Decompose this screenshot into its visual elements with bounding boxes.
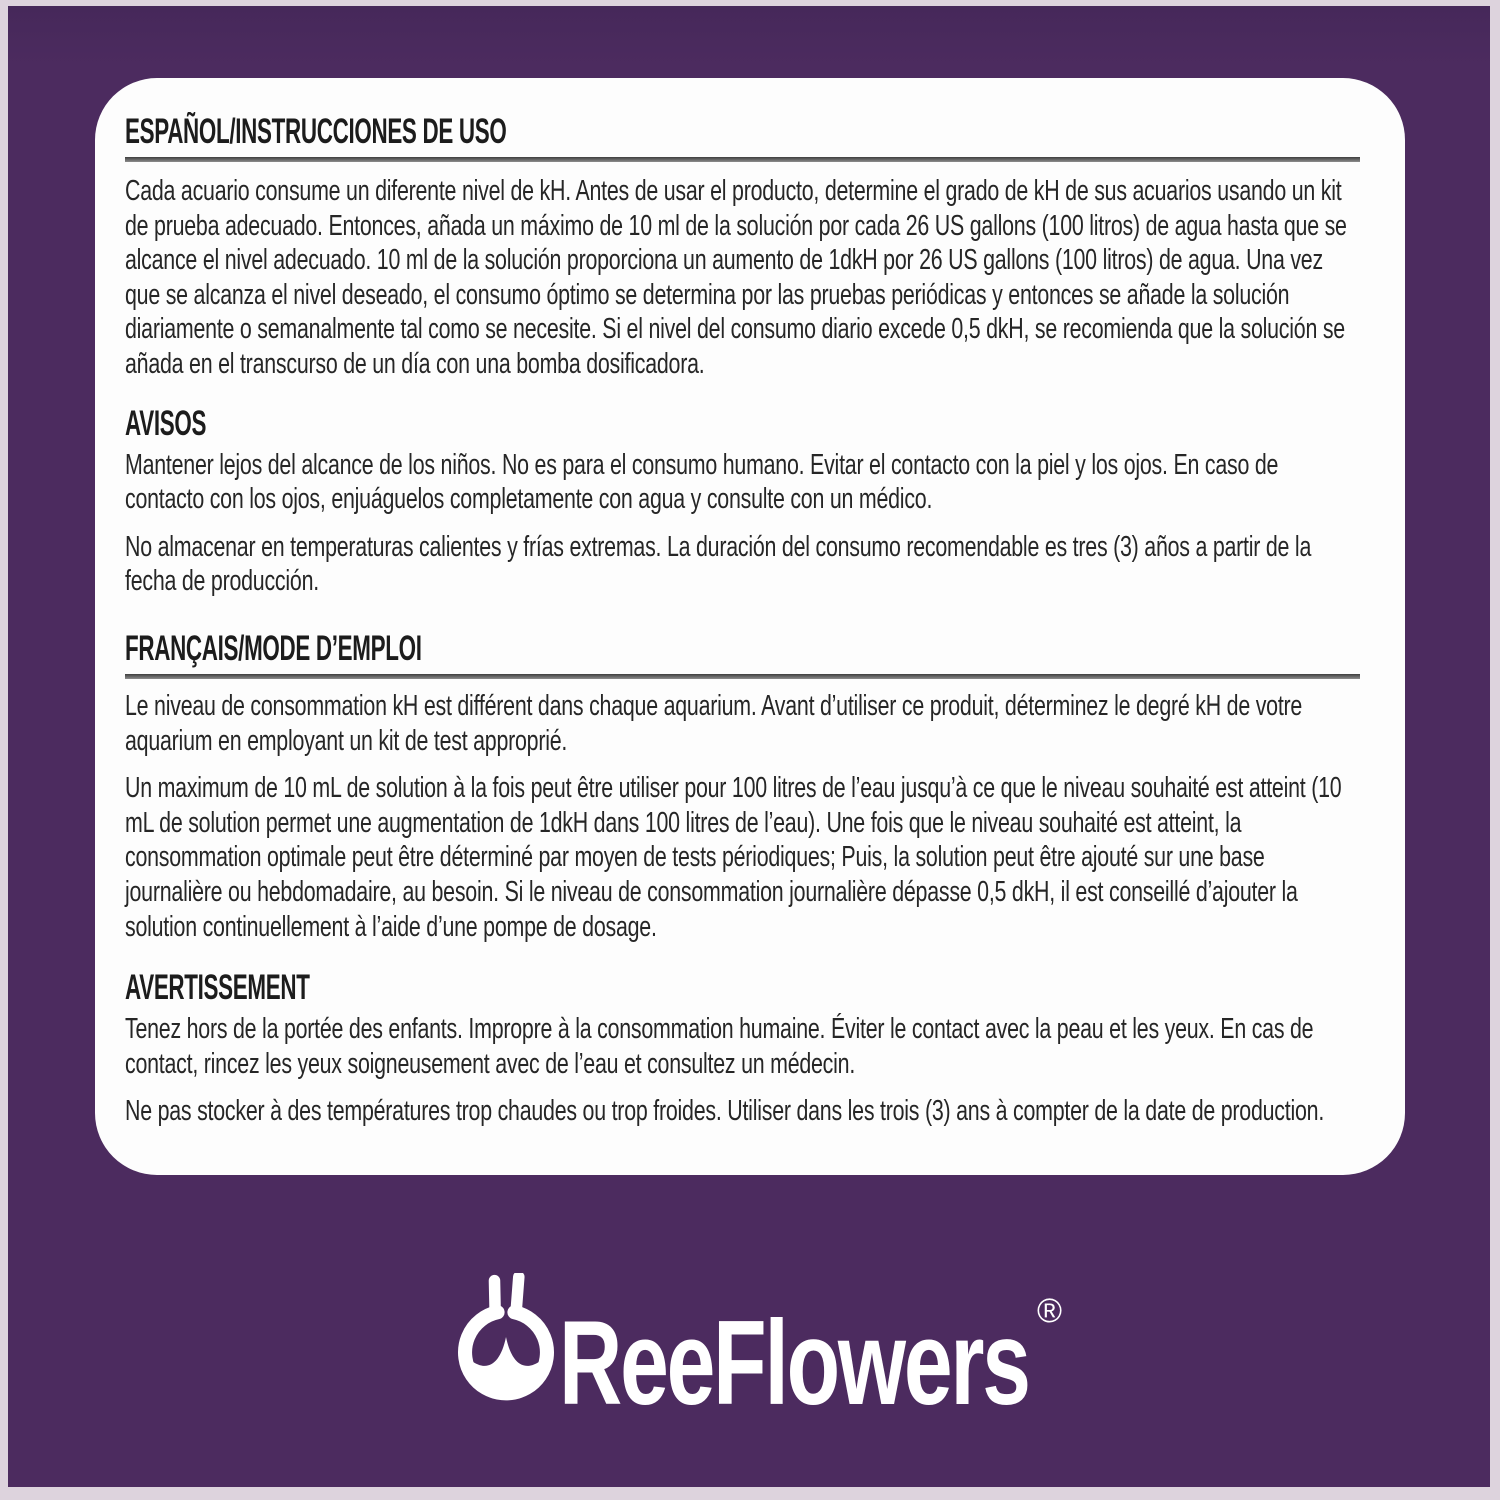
heading-rule	[125, 674, 1360, 679]
section-french-warnings	[125, 970, 1360, 1129]
french-warnings-paragraph-2: Ne pas stocker à des températures trop chaudes ou trop froides. Utiliser dans les trois (3) ans à compter de la date de production.	[125, 1095, 1325, 1128]
reeflowers-flask-icon	[442, 1273, 570, 1401]
brand-logo	[409, 1266, 1089, 1430]
spanish-warnings-paragraph-1: Mantener lejos del alcance de los niños. No es para el consumo humano. Evitar el contacto con la piel y los ojos. En caso de contacto con los ojos, enjuáguelos completamente con agua y consulte con un médico.	[125, 448, 1279, 516]
french-warnings-paragraph-1: Tenez hors de la portée des enfants. Impropre à la consommation humaine. Éviter le contact avec la peau et les yeux. En cas de contact, rincez les yeux soigneusement avec de l’eau et consultez un médecin.	[125, 1013, 1314, 1080]
spanish-warnings-heading: AVISOS	[125, 403, 207, 443]
section-heading-row	[125, 970, 1360, 1006]
french-warnings-heading: AVERTISSEMENT	[125, 968, 310, 1008]
section-spanish-instructions	[125, 114, 1360, 382]
spanish-instructions-paragraph: Cada acuario consume un diferente nivel de kH. Antes de usar el producto, determine el grado de kH de sus acuarios usando un kit de prueba adecuado. Entonces, añada un máximo de 10 ml de la solución por cada 26 US gallons (100 litros) de agua hasta que se alcance el nivel adecuado. 10 ml de la solución proporciona un aumento de 1dkH por 26 US gallons (100 litros) de agua. Una vez que se alcanza el nivel deseado, el consumo óptimo se determina por las pruebas periódicas y entonces se añade la solución diariamente o semanalmente tal como se necesite. Si el nivel del consumo diario excede 0,5 dkH, se recomienda que la solución se añada en el transcurso de un día con una bomba dosificadora.	[125, 175, 1347, 380]
heading-rule	[125, 157, 1360, 162]
section-heading-row	[125, 403, 1360, 443]
french-instructions-paragraph-2: Un maximum de 10 mL de solution à la fois peut être utiliser pour 100 litres de l’eau jusqu’à ce que le niveau souhaité est atteint (10 mL de solution permet une augmentation de 1dkH dans 100 litres de l’eau). Une fois que le niveau souhaité est atteint, la consommation optimale peut être déterminé par moyen de tests périodiques; Puis, la solution peut être ajouté sur une base journalière ou hebdomadaire, au besoin. Si le niveau de consommation journalière dépasse 0,5 dkH, il est conseillé d’ajouter la solution continuellement à l’aide d’une pompe de dosage.	[125, 772, 1342, 943]
section-heading-row	[125, 114, 1360, 150]
section-french-instructions	[125, 628, 1360, 944]
instructions-card	[95, 78, 1405, 1175]
spanish-instructions-heading: ESPAÑOL/INSTRUCCIONES DE USO	[125, 112, 507, 151]
section-heading-row	[125, 628, 1360, 668]
french-instructions-heading: FRANÇAIS/MODE D’EMPLOI	[125, 628, 422, 668]
spanish-warnings-paragraph-2: No almacenar en temperaturas calientes y frías extremas. La duración del consumo recomendable es tres (3) años a partir de la fecha de producción.	[125, 530, 1312, 598]
brand-wordmark: ReeFlowers	[559, 1296, 1029, 1430]
french-instructions-paragraph-1: Le niveau de consommation kH est différent dans chaque aquarium. Avant d’utiliser ce produit, déterminez le degré kH de votre aquarium en employant un kit de test approprié.	[125, 689, 1303, 757]
section-spanish-warnings	[125, 403, 1360, 599]
registered-trademark-icon: ®	[1037, 1292, 1063, 1330]
label-background	[8, 6, 1490, 1487]
